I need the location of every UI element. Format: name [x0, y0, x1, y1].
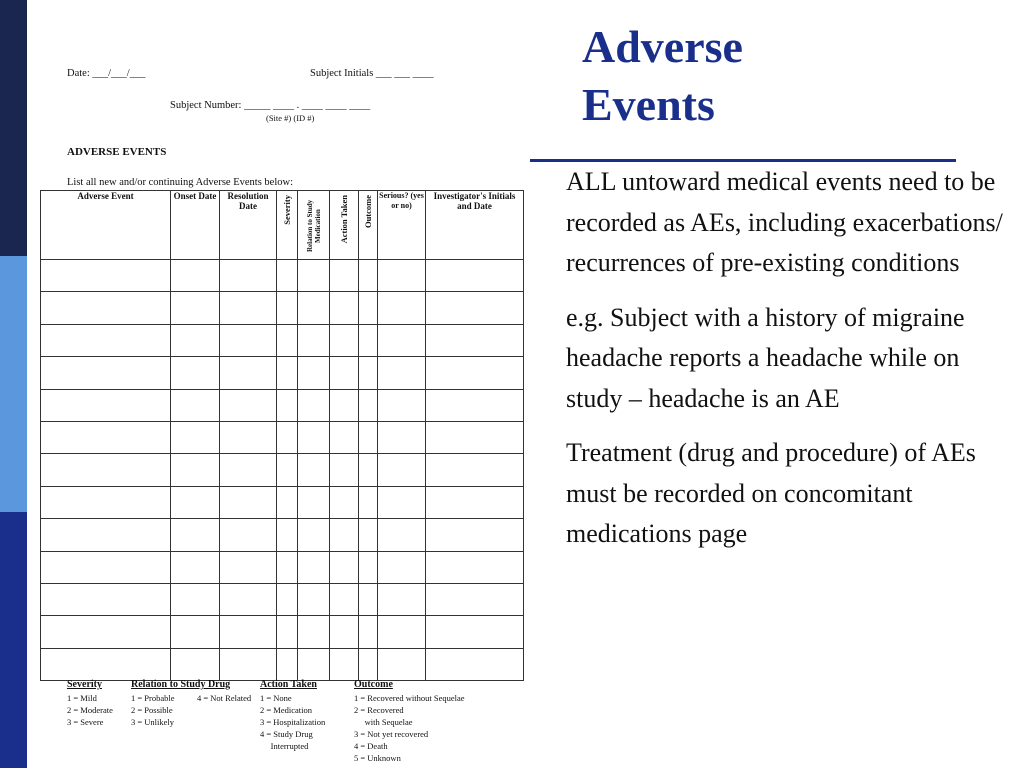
table-cell	[359, 260, 378, 292]
table-cell	[298, 389, 330, 421]
legend-item: 2 = Recovered	[354, 705, 404, 715]
table-cell	[277, 421, 298, 453]
table-cell	[378, 648, 426, 680]
table-cell	[330, 583, 359, 615]
slide-title-line2: Events	[582, 79, 715, 130]
table-cell	[426, 648, 524, 680]
table-cell	[220, 454, 277, 486]
table-cell	[330, 421, 359, 453]
table-cell	[171, 324, 220, 356]
table-cell	[359, 454, 378, 486]
table-cell	[220, 389, 277, 421]
table-cell	[171, 421, 220, 453]
table-cell	[298, 454, 330, 486]
accent-bar-top	[0, 0, 27, 256]
table-cell	[171, 389, 220, 421]
table-cell	[330, 324, 359, 356]
col-action-taken-label: Action Taken	[338, 195, 349, 244]
table-cell	[330, 389, 359, 421]
col-outcome-label: Outcome	[362, 195, 373, 229]
table-row	[41, 421, 524, 453]
legend-item: 2 = Medication	[260, 705, 313, 715]
adverse-events-form	[40, 60, 530, 768]
legend-item: with Sequelae	[354, 717, 413, 727]
table-cell	[426, 616, 524, 648]
table-cell	[277, 616, 298, 648]
table-row	[41, 389, 524, 421]
legend-item: 3 = Hospitalization	[260, 717, 326, 727]
table-cell	[41, 324, 171, 356]
table-row	[41, 357, 524, 389]
legend-relation-extra: 4 = Not Related	[197, 693, 252, 703]
col-outcome	[359, 191, 378, 260]
table-cell	[426, 292, 524, 324]
table-cell	[359, 324, 378, 356]
legend-item: 1 = Probable	[131, 693, 175, 703]
table-cell	[426, 551, 524, 583]
table-cell	[277, 648, 298, 680]
form-date-field: Date: ___/___/___	[67, 68, 146, 79]
table-cell	[426, 486, 524, 518]
col-severity	[277, 191, 298, 260]
table-cell	[298, 616, 330, 648]
slide-title	[582, 18, 743, 134]
table-cell	[277, 324, 298, 356]
legend-relation-heading: Relation to Study Drug	[131, 679, 231, 690]
legend-item: 2 = Moderate	[67, 705, 113, 715]
table-cell	[426, 454, 524, 486]
table-cell	[330, 357, 359, 389]
bullet-text: Treatment (drug and procedure) of AEs must be recorded on concomitant medications page	[566, 438, 976, 548]
table-cell	[220, 292, 277, 324]
legend-severity-heading: Severity	[67, 679, 102, 690]
slide-title-line1: Adverse	[582, 21, 743, 72]
legend-item: 4 = Study Drug	[260, 729, 313, 739]
form-site-id-caption: (Site #) (ID #)	[266, 113, 315, 123]
table-cell	[41, 260, 171, 292]
table-cell	[426, 583, 524, 615]
legend-item: Interrupted	[260, 741, 309, 751]
table-cell	[41, 616, 171, 648]
table-cell	[426, 324, 524, 356]
table-row	[41, 486, 524, 518]
legend-outcome-heading: Outcome	[354, 679, 393, 690]
table-cell	[41, 519, 171, 551]
table-cell	[426, 389, 524, 421]
slide-body	[566, 162, 1016, 569]
table-cell	[359, 551, 378, 583]
table-cell	[330, 292, 359, 324]
table-cell	[359, 519, 378, 551]
table-cell	[298, 324, 330, 356]
col-investigator: Investigator's Initials and Date	[426, 191, 524, 260]
table-cell	[171, 486, 220, 518]
table-cell	[330, 616, 359, 648]
table-header-row	[41, 191, 524, 260]
table-cell	[220, 648, 277, 680]
accent-bar-bottom	[0, 512, 27, 768]
table-cell	[359, 648, 378, 680]
table-cell	[426, 421, 524, 453]
table-cell	[277, 389, 298, 421]
table-cell	[378, 551, 426, 583]
legend-item: 3 = Unlikely	[131, 717, 175, 727]
col-adverse-event: Adverse Event	[41, 191, 171, 260]
legend-item: 1 = None	[260, 693, 292, 703]
form-subject-number-field: Subject Number: _____ ____ . ____ ____ ____	[170, 100, 371, 111]
form-section-title: ADVERSE EVENTS	[67, 146, 167, 158]
table-cell	[378, 324, 426, 356]
table-cell	[220, 486, 277, 518]
table-cell	[298, 357, 330, 389]
col-onset-date: Onset Date	[171, 191, 220, 260]
table-cell	[359, 486, 378, 518]
form-instruction: List all new and/or continuing Adverse Events below:	[67, 177, 293, 188]
table-cell	[378, 486, 426, 518]
table-cell	[298, 519, 330, 551]
table-cell	[378, 421, 426, 453]
table-cell	[41, 551, 171, 583]
col-severity-label: Severity	[281, 195, 292, 225]
table-cell	[426, 357, 524, 389]
table-cell	[330, 519, 359, 551]
table-cell	[298, 292, 330, 324]
table-cell	[41, 357, 171, 389]
table-cell	[220, 616, 277, 648]
table-cell	[171, 648, 220, 680]
table-cell	[41, 292, 171, 324]
adverse-events-table	[40, 190, 524, 681]
table-cell	[220, 260, 277, 292]
table-cell	[330, 648, 359, 680]
table-cell	[359, 292, 378, 324]
table-cell	[277, 454, 298, 486]
table-cell	[426, 519, 524, 551]
legend-item: 1 = Recovered without Sequelae	[354, 693, 465, 703]
legend-item: 2 = Possible	[131, 705, 173, 715]
table-cell	[277, 486, 298, 518]
table-cell	[220, 583, 277, 615]
table-cell	[41, 583, 171, 615]
table-cell	[359, 583, 378, 615]
table-cell	[330, 454, 359, 486]
col-resolution-date: Resolution Date	[220, 191, 277, 260]
table-cell	[359, 389, 378, 421]
legend-item: 5 = Unknown	[354, 753, 401, 763]
table-row	[41, 324, 524, 356]
table-cell	[277, 519, 298, 551]
table-cell	[220, 324, 277, 356]
table-cell	[298, 486, 330, 518]
table-cell	[41, 486, 171, 518]
table-cell	[330, 486, 359, 518]
table-cell	[359, 421, 378, 453]
col-action-taken	[330, 191, 359, 260]
table-cell	[378, 519, 426, 551]
table-cell	[298, 260, 330, 292]
table-cell	[171, 357, 220, 389]
table-cell	[171, 292, 220, 324]
table-cell	[298, 583, 330, 615]
table-cell	[378, 389, 426, 421]
legend-outcome	[354, 678, 465, 764]
table-cell	[277, 551, 298, 583]
table-cell	[330, 260, 359, 292]
table-cell	[277, 357, 298, 389]
table-row	[41, 583, 524, 615]
table-row	[41, 648, 524, 680]
table-cell	[41, 421, 171, 453]
accent-bar-middle	[0, 256, 27, 512]
bullet-text: ALL untoward medical events need to be recorded as AEs, including exacerbations/ recurrences of pre-existing conditions	[566, 167, 1003, 277]
legend-action	[260, 678, 325, 752]
table-cell	[378, 292, 426, 324]
table-cell	[277, 583, 298, 615]
table-cell	[220, 421, 277, 453]
col-relation-label: Relation to Study Medication	[305, 199, 322, 253]
table-cell	[378, 357, 426, 389]
legend-item: 4 = Death	[354, 741, 388, 751]
table-cell	[298, 648, 330, 680]
table-cell	[171, 519, 220, 551]
legend-item: 1 = Mild	[67, 693, 97, 703]
table-row	[41, 551, 524, 583]
table-cell	[171, 454, 220, 486]
legend-item: 3 = Severe	[67, 717, 104, 727]
form-subject-initials-field: Subject Initials ___ ___ ____	[310, 68, 434, 79]
table-cell	[378, 454, 426, 486]
legend-severity	[67, 678, 113, 728]
table-cell	[426, 260, 524, 292]
table-cell	[359, 357, 378, 389]
col-relation	[298, 191, 330, 260]
table-cell	[220, 357, 277, 389]
table-cell	[277, 292, 298, 324]
table-cell	[298, 551, 330, 583]
table-cell	[41, 648, 171, 680]
table-cell	[220, 551, 277, 583]
table-cell	[378, 260, 426, 292]
table-cell	[171, 616, 220, 648]
table-row	[41, 519, 524, 551]
table-row	[41, 292, 524, 324]
legend-item: 3 = Not yet recovered	[354, 729, 429, 739]
table-cell	[171, 260, 220, 292]
table-row	[41, 616, 524, 648]
table-cell	[298, 421, 330, 453]
table-cell	[41, 454, 171, 486]
bullet-text: e.g. Subject with a history of migraine headache reports a headache while on study – headache is an AE	[566, 302, 965, 413]
table-row	[41, 260, 524, 292]
table-cell	[378, 583, 426, 615]
table-cell	[359, 616, 378, 648]
table-cell	[220, 519, 277, 551]
col-serious: Serious? (yes or no)	[378, 191, 426, 260]
legend-action-heading: Action Taken	[260, 679, 317, 690]
table-cell	[171, 551, 220, 583]
table-row	[41, 454, 524, 486]
table-cell	[330, 551, 359, 583]
table-cell	[378, 616, 426, 648]
table-cell	[41, 389, 171, 421]
table-cell	[171, 583, 220, 615]
table-cell	[277, 260, 298, 292]
